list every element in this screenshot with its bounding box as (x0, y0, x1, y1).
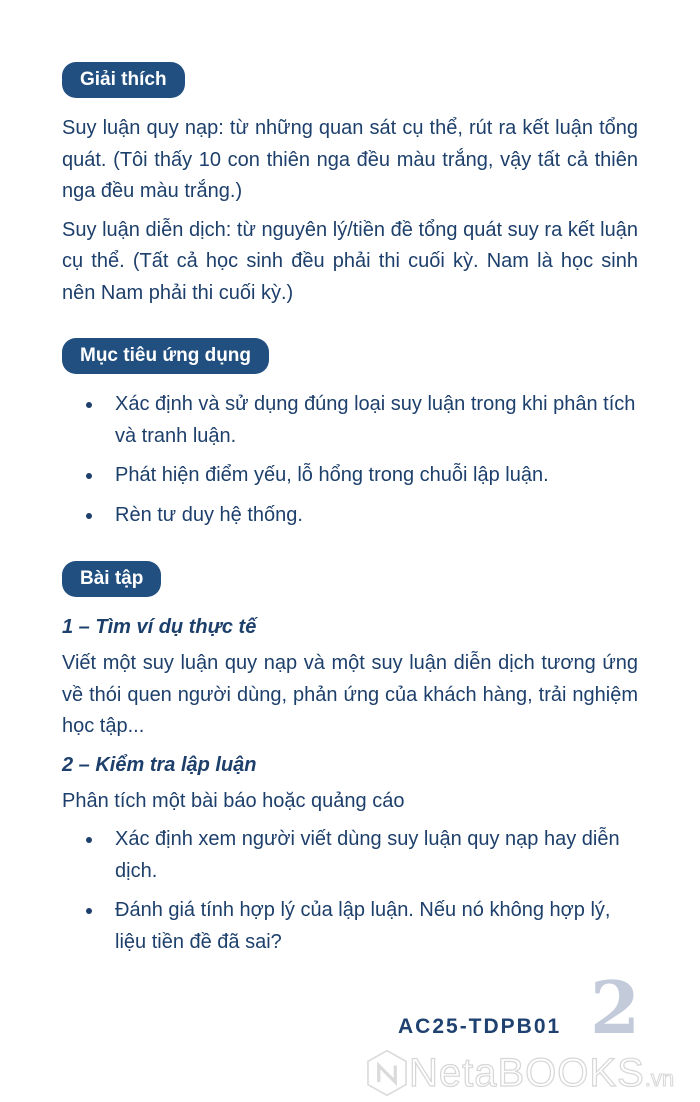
section-label-explain: Giải thích (62, 62, 185, 98)
exercise-2-title: 2 – Kiểm tra lập luận (62, 753, 257, 776)
list-item: Phát hiện điểm yếu, lỗ hổng trong chuỗi lập luận. (62, 460, 638, 492)
exercise-2-list (62, 824, 638, 958)
bullet-icon (86, 908, 92, 914)
page-content (62, 62, 638, 966)
bullet-icon (86, 837, 92, 843)
section-label-exercises: Bài tập (62, 561, 161, 597)
list-item: Xác định và sử dụng đúng loại suy luận trong khi phân tích và tranh luận. (62, 389, 638, 452)
watermark: NetaBOOKS .vn (365, 1048, 674, 1098)
list-item: Đánh giá tính hợp lý của lập luận. Nếu nó không hợp lý, liệu tiền đề đã sai? (62, 895, 638, 958)
paragraph-inductive: Suy luận quy nạp: từ những quan sát cụ thể, rút ra kết luận tổng quát. (Tôi thấy 10 con thiên nga đều màu trắng, vậy tất cả thiên nga đều màu trắng.) (62, 117, 638, 202)
bullet-icon (86, 402, 92, 408)
bullet-icon (86, 513, 92, 519)
paragraph-deductive: Suy luận diễn dịch: từ nguyên lý/tiền đề tổng quát suy ra kết luận cụ thể. (Tất cả học sinh đều phải thi cuối kỳ. Nam là học sinh nên Nam phải thi cuối kỳ.) (62, 218, 638, 304)
exercise-1-text: Viết một suy luận quy nạp và một suy luận diễn dịch tương ứng về thói quen người dùng, phản ứng của khách hàng, trải nghiệm học tập... (62, 652, 638, 737)
bullet-icon (86, 473, 92, 479)
goals-list (62, 389, 638, 531)
list-item: Xác định xem người viết dùng suy luận quy nạp hay diễn dịch. (62, 824, 638, 887)
list-item: Rèn tư duy hệ thống. (62, 500, 638, 532)
page-number: 2 (590, 965, 641, 1050)
document-code: AC25-TDPB01 (398, 1015, 562, 1038)
netabooks-logo-icon (365, 1049, 409, 1097)
section-label-goals: Mục tiêu ứng dụng (62, 338, 269, 374)
exercise-2-text: Phân tích một bài báo hoặc quảng cáo (62, 789, 405, 812)
exercise-1-title: 1 – Tìm ví dụ thực tế (62, 616, 257, 638)
